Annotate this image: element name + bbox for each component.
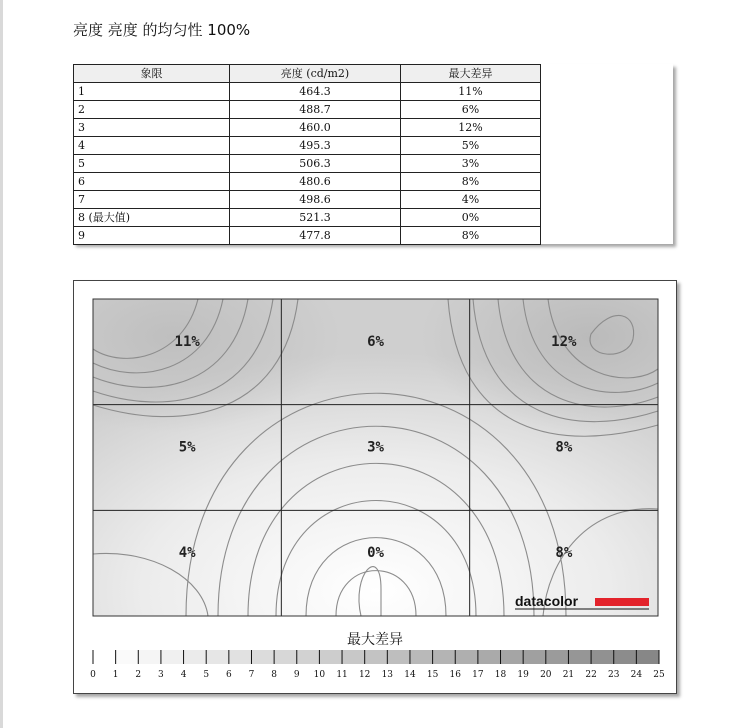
cell-luminance: 521.3 [230,209,401,227]
scale-swatch [93,650,116,664]
scale-swatch [614,650,637,664]
cell-value-label: 0% [367,545,384,562]
cell-max-diff: 8% [401,227,541,245]
cell-quadrant: 8 (最大值) [74,209,230,227]
scale-tick-label: 17 [472,670,484,680]
scale-tick-label: 13 [381,670,394,680]
uniformity-table-panel [73,64,673,244]
scale-swatch [523,650,546,664]
cell-max-diff: 0% [401,209,541,227]
cell-max-diff: 4% [401,191,541,209]
cell-quadrant: 3 [74,119,230,137]
table-row [74,191,541,209]
table-row [74,119,541,137]
scale-swatch [342,650,365,664]
cell-value-label: 3% [367,439,384,456]
scale-swatch [184,650,207,664]
scale-swatch [433,650,456,664]
cell-quadrant: 6 [74,173,230,191]
scale-swatch [297,650,320,664]
scale-tick-label: 24 [630,670,643,680]
cell-value-label: 11% [174,333,200,350]
scale-tick-label: 16 [449,670,461,680]
scale-tick-label: 3 [158,670,164,680]
cell-max-diff: 5% [401,137,541,155]
table-row [74,173,541,191]
page-edge [0,0,3,728]
cell-value-label: 8% [555,439,573,456]
uniformity-table [73,64,541,245]
cell-luminance: 477.8 [230,227,401,245]
cell-quadrant: 5 [74,155,230,173]
scale-swatch [591,650,614,664]
cell-value-label: 4% [178,545,196,562]
scale-tick-label: 5 [203,670,210,680]
scale-tick-label: 21 [562,670,575,680]
scale-swatch [478,650,501,664]
scale-swatch [365,650,388,664]
page-title: 亮度 亮度 的均匀性 100% [73,21,251,39]
scale-swatch [455,650,478,664]
scale-swatch [116,650,139,664]
scale-swatch [546,650,569,664]
cell-luminance: 464.3 [230,83,401,101]
uniformity-chart-panel [73,280,677,694]
scale-tick-label: 23 [607,670,620,680]
scale-swatch [251,650,274,664]
cell-luminance: 495.3 [230,137,401,155]
scale-swatch [636,650,659,664]
cell-max-diff: 8% [401,173,541,191]
table-row [74,101,541,119]
datacolor-logo: datacolor [515,593,579,609]
scale-tick-label: 6 [225,670,232,680]
cell-luminance: 460.0 [230,119,401,137]
cell-luminance: 498.6 [230,191,401,209]
scale-tick-label: 2 [135,670,142,680]
scale-tick-label: 19 [517,670,529,680]
cell-max-diff: 3% [401,155,541,173]
scale-swatch [138,650,161,664]
scale-title: 最大差异 [347,632,403,648]
scale-swatch [161,650,184,664]
scale-swatch [319,650,342,664]
cell-quadrant: 1 [74,83,230,101]
scale-tick-label: 15 [426,670,439,680]
scale-swatch [229,650,252,664]
cell-luminance: 480.6 [230,173,401,191]
scale-tick-label: 18 [494,670,507,680]
scale-tick-label: 22 [585,670,597,680]
cell-value-label: 6% [367,333,384,350]
table-header-row [74,65,541,83]
cell-max-diff: 6% [401,101,541,119]
cell-value-label: 5% [178,439,196,456]
scale-tick-label: 8 [271,670,277,680]
scale-tick-label: 9 [293,670,300,680]
col-header-quadrant: 象限 [74,65,230,83]
scale-tick-label: 11 [336,670,348,680]
scale-tick-label: 7 [248,670,255,680]
scale-tick-label: 20 [540,670,552,680]
cell-quadrant: 2 [74,101,230,119]
cell-value-label: 8% [555,545,573,562]
cell-luminance: 506.3 [230,155,401,173]
scale-tick-label: 1 [112,670,119,680]
scale-tick-label: 4 [180,670,187,680]
scale-swatch [410,650,433,664]
table-row [74,83,541,101]
scale-tick-label: 25 [653,670,665,680]
scale-tick-label: 10 [313,670,326,680]
col-header-max-diff: 最大差异 [401,65,541,83]
scale-swatch [274,650,297,664]
cell-quadrant: 9 [74,227,230,245]
datacolor-logo-bar [595,598,649,606]
scale-swatch [206,650,229,664]
cell-value-label: 12% [551,333,577,350]
cell-luminance: 488.7 [230,101,401,119]
cell-max-diff: 12% [401,119,541,137]
table-row [74,227,541,245]
table-row [74,155,541,173]
scale-tick-label: 14 [404,670,416,680]
scale-tick-label: 0 [90,670,96,680]
scale-swatch [568,650,591,664]
scale-tick-label: 12 [358,670,371,680]
cell-max-diff: 11% [401,83,541,101]
table-row [74,137,541,155]
col-header-luminance: 亮度 (cd/m2) [230,65,401,83]
cell-quadrant: 7 [74,191,230,209]
uniformity-heatmap [74,281,676,693]
scale-swatch [387,650,410,664]
table-row [74,209,541,227]
cell-quadrant: 4 [74,137,230,155]
scale-swatch [501,650,524,664]
